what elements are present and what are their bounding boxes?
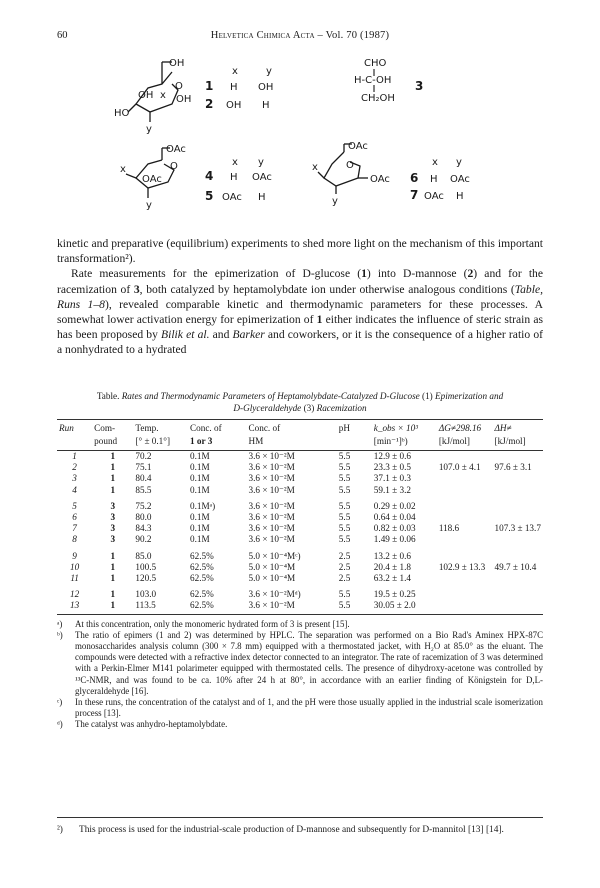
note-mark: ᵇ) (57, 629, 63, 640)
table-cell-conc: 0.1Mᵃ) (190, 500, 216, 511)
table-cell-conc: 0.1M (190, 523, 210, 534)
compound-number-1: 1 (205, 79, 214, 93)
table-cell-hm: 3.6 × 10⁻²M (248, 473, 295, 484)
p2-table-ref: Table, Runs 1–8 (57, 282, 543, 311)
oh-left-1: OH (138, 90, 154, 101)
note-mark: ᵃ) (57, 618, 63, 629)
table-cell-ph: 5.5 (338, 534, 351, 545)
col-compound: Com- (92, 420, 133, 436)
ring-o-1: O (175, 81, 183, 92)
p2-text-c: ) into D-mannose ( (366, 267, 468, 281)
rates-table-section (57, 390, 543, 731)
table-cell-ph: 5.5 (338, 500, 351, 511)
table-cell-temp: 90.2 (135, 534, 152, 545)
table-cell-ph: 5.5 (338, 451, 351, 461)
p2-text-e: ) and for the racemization of (57, 267, 543, 296)
table-cell-k: 30.05 ± 2.0 (372, 600, 437, 614)
table-cell-hm: 3.6 × 10⁻²M (248, 512, 295, 523)
y-1: y (146, 124, 152, 135)
table-cell-dg (437, 589, 493, 600)
table-cell-temp: 75.2 (135, 500, 152, 511)
col-x-12: x (232, 66, 238, 77)
p2-author-bilik: Bilik et al. (161, 328, 210, 342)
table-cell-k: 12.9 ± 0.6 (373, 451, 411, 461)
table-cell-temp: 113.5 (133, 600, 188, 614)
table-cell-ph: 5.5 (338, 512, 351, 523)
table-cell-k: 19.5 ± 0.25 (373, 589, 416, 600)
caption-compound-1: (1) (419, 391, 436, 401)
compound-number-2: 2 (205, 97, 214, 111)
table-cell-dh (493, 451, 543, 463)
p2-text-a: Rate measurements for the epimerization of D-glucose ( (71, 267, 362, 281)
table-cell-hm: 3.6 × 10⁻²M (248, 534, 295, 545)
table-cell-dh (493, 573, 543, 584)
table-note (57, 630, 543, 697)
table-cell-ph: 5.5 (337, 600, 372, 614)
table-cell-comp: 3 (110, 512, 116, 523)
table-cell-run: 10 (69, 561, 80, 572)
note-text: At this concentration, only the monomeric hydrated form of 3 is present [15]. (75, 618, 350, 629)
compound-number-3: 3 (415, 79, 424, 93)
table-cell-k: 1.49 ± 0.06 (373, 534, 416, 545)
paragraph-2 (57, 266, 543, 357)
y-value-7: H (456, 191, 464, 202)
table-cell-dh (493, 512, 543, 523)
running-header (0, 30, 600, 46)
table-cell-run: 8 (72, 534, 77, 545)
col-hm: Conc. of (247, 420, 337, 436)
x-value-4: H (230, 172, 238, 183)
table-cell-dh (493, 485, 543, 496)
table-row (57, 512, 543, 523)
note-mark: ᶜ) (57, 697, 63, 708)
table-row (57, 473, 543, 484)
table-cell-conc: 0.1M (190, 534, 210, 545)
col-x-67: x (432, 157, 438, 168)
note-text: In these runs, the concentration of the catalyst and of 1, and the pH were those usually applied in the industrial scale isomerization process [13]. (75, 697, 543, 719)
table-cell-temp: 103.0 (135, 589, 157, 600)
table-cell-hm: 5.0 × 10⁻⁴Mᶜ) (248, 550, 301, 561)
x-value-1: H (230, 82, 238, 93)
p2-text-m: and (209, 328, 233, 342)
page-number: 60 (57, 30, 68, 41)
table-cell-conc: 0.1M (190, 462, 210, 473)
table-cell-k: 13.2 ± 0.6 (373, 550, 411, 561)
table-cell-comp: 1 (110, 573, 116, 584)
table-cell-comp: 1 (110, 462, 116, 473)
table-cell-comp: 1 (110, 589, 116, 600)
x-value-2: OH (226, 100, 242, 111)
col-kobs-2: [min⁻¹]ᵇ) (372, 435, 437, 451)
table-cell-dh (493, 551, 543, 562)
table-cell-conc: 62.5% (190, 589, 214, 600)
table-cell-hm: 5.0 × 10⁻⁴M (248, 561, 296, 572)
table-cell-comp: 1 (110, 561, 116, 572)
col-dh: ΔH≠ (493, 420, 543, 436)
table-cell-conc: 62.5% (188, 600, 247, 614)
table-cell-k: 20.4 ± 1.8 (373, 561, 411, 572)
caption-compound-3: (3) (301, 403, 317, 413)
table-cell-temp: 70.2 (135, 451, 152, 461)
footnote-text: This process is used for the industrial-scale production of D-mannose and subsequently for D-mannitol [13] [14]. (79, 825, 504, 835)
col-dh-2: [kJ/mol] (493, 435, 543, 451)
compound-number-7: 7 (410, 188, 419, 202)
x-value-5: OAc (222, 192, 242, 203)
table-cell-dh: 49.7 ± 10.4 (494, 561, 537, 572)
x-4: x (120, 164, 126, 175)
col-conc-2: 1 or 3 (188, 435, 247, 451)
journal-volume: – Vol. 70 (1987) (314, 30, 390, 41)
p2-compound-3: 3 (133, 282, 140, 296)
table-cell-dg (437, 534, 493, 545)
compound-number-6: 6 (410, 171, 419, 185)
compound-number-4: 4 (205, 169, 214, 183)
table-cell-comp: 1 (110, 473, 116, 484)
table-cell-hm: 3.6 × 10⁻²Mᵈ) (248, 589, 301, 600)
ch2oh-label: CH₂OH (361, 93, 395, 104)
table-cell-dg (437, 485, 493, 496)
col-temp: Temp. (133, 420, 188, 436)
table-cell-k: 0.82 ± 0.03 (373, 523, 416, 534)
table-cell-dh (493, 589, 543, 600)
caption-title-a: Rates and Thermodynamic Parameters of Heptamolybdate-Catalyzed D-Glucose (121, 391, 420, 401)
table-note (57, 619, 543, 630)
table-cell-comp: 3 (110, 523, 116, 534)
note-text: The catalyst was anhydro-heptamolybdate. (75, 719, 228, 730)
journal-title: Helvetica Chimica Acta (210, 30, 315, 41)
oh-top-1: OH (169, 58, 185, 69)
table-cell-dh (493, 600, 543, 614)
y-value-2: H (262, 100, 270, 111)
p2-compound-1b: 1 (316, 313, 323, 327)
structure-scheme (0, 52, 600, 232)
oac-ring-4: OAc (142, 174, 162, 185)
table-row (57, 534, 543, 545)
table-cell-run: 7 (72, 523, 77, 534)
table-cell-ph: 5.5 (338, 473, 351, 484)
x-6: x (312, 162, 318, 173)
table-row (57, 523, 543, 534)
table-cell-dg: 118.6 (438, 523, 460, 534)
table-cell-ph: 5.5 (338, 523, 351, 534)
ho-1: HO (114, 108, 130, 119)
caption-title-c: D-Glyceraldehyde (233, 403, 302, 413)
table-cell-ph: 2.5 (338, 561, 351, 572)
col-compound-2: pound (92, 435, 133, 451)
oac-right-6: OAc (370, 174, 390, 185)
table-note (57, 719, 543, 730)
table-cell-hm: 3.6 × 10⁻²M (248, 484, 295, 495)
table-cell-dg (437, 501, 493, 512)
table-cell-hm: 3.6 × 10⁻²M (248, 462, 295, 473)
table-row (57, 451, 543, 463)
table-cell-dh (493, 501, 543, 512)
y-6: y (332, 196, 338, 207)
table-cell-run: 9 (72, 550, 77, 561)
table-cell-dg (437, 451, 493, 463)
oac-top-4: OAc (166, 144, 186, 155)
table-header-row-2 (57, 435, 543, 451)
y-value-6: OAc (450, 174, 470, 185)
table-cell-dg (437, 600, 493, 614)
col-dg: ΔG≠298.16 (437, 420, 493, 436)
ring-o-6: O (346, 160, 354, 171)
col-y-12: y (266, 66, 272, 77)
table-cell-ph: 5.5 (338, 484, 351, 495)
table-cell-run: 11 (70, 573, 79, 584)
paragraph-1: kinetic and preparative (equilibrium) experiments to shed more light on the mechanism of this important transformation²). (57, 237, 543, 266)
compound-number-5: 5 (205, 189, 214, 203)
table-cell-k: 23.3 ± 0.5 (373, 462, 411, 473)
x-value-6: H (430, 174, 438, 185)
table-cell-run: 1 (72, 451, 77, 461)
table-cell-dg (437, 573, 493, 584)
col-kobs: k_obs × 10³ (372, 420, 437, 436)
col-ph: pH (337, 420, 372, 436)
col-hm-2: HM (247, 435, 337, 451)
table-cell-conc: 0.1M (190, 451, 210, 461)
col-y-67: y (456, 157, 462, 168)
journal-header (0, 30, 600, 41)
table-cell-hm: 3.6 × 10⁻²M (248, 500, 295, 511)
p2-text-k: either indicates the influence of steric strain as has been proposed by (57, 313, 543, 342)
table-cell-dg: 102.9 ± 13.3 (438, 561, 486, 572)
caption-title-d: Racemization (316, 403, 367, 413)
table-cell-k: 63.2 ± 1.4 (373, 573, 411, 584)
table-cell-temp: 85.5 (135, 484, 152, 495)
col-temp-2: [° ± 0.1°] (133, 435, 188, 451)
p2-text-g: , both catalyzed by heptamolybdate ion under otherwise analogous conditions ( (139, 282, 515, 296)
table-cell-comp: 1 (110, 451, 116, 461)
table-cell-comp: 1 (110, 550, 116, 561)
footnote-2 (57, 824, 543, 836)
table-cell-dh (493, 473, 543, 484)
hcoh-label: H-C-OH (354, 75, 392, 86)
table-cell-run: 3 (72, 473, 77, 484)
table-cell-hm: 3.6 × 10⁻²M (248, 523, 295, 534)
table-row (57, 573, 543, 584)
note-text: The ratio of epimers (1 and 2) was determined by HPLC. The separation was performed on a Bio Rad's Aminex HPX-87C monosaccharides analysis column (300 × 7.8 mm) equipped with a thermostated jacket, with H₂O at 85.0° as the eluant. The compounds were detected with a refractive index detector connected to an integrator. The rate of racemization of 3 was determined with a Perkin-Elmer M141 polarimeter equipped with thermostated cells. The presence of dihydroxy-acetone was controlled by ¹³C-NMR, and was found to be ca. 10% after 24 h at 80°, in accordance with an earlier finding of Königstein for D,L-glyceraldehyde [16]. (75, 629, 543, 696)
table-cell-temp: 85.0 (135, 550, 152, 561)
table-cell-dg: 107.0 ± 4.1 (438, 462, 481, 473)
table-cell-k: 59.1 ± 3.2 (373, 484, 411, 495)
table-cell-comp: 3 (110, 500, 116, 511)
y-value-4: OAc (252, 172, 272, 183)
table-cell-conc: 0.1M (190, 484, 210, 495)
col-conc: Conc. of (188, 420, 247, 436)
table-cell-k: 0.64 ± 0.04 (373, 512, 416, 523)
oh-right-1: OH (176, 94, 192, 105)
pyranose-ring-4-5 (126, 148, 174, 198)
table-cell-ph: 5.5 (338, 589, 351, 600)
table-cell-ph: 2.5 (338, 550, 351, 561)
table-header-row-1 (57, 420, 543, 436)
table-cell-conc: 0.1M (190, 512, 210, 523)
table-caption (57, 390, 543, 414)
caption-label: Table. (96, 391, 122, 401)
table-cell-temp: 80.0 (135, 512, 152, 523)
table-cell-conc: 0.1M (190, 473, 210, 484)
oac-top-6: OAc (348, 141, 368, 152)
caption-title-b: Epimerization and (435, 391, 504, 401)
table-cell-hm: 3.6 × 10⁻²M (247, 600, 337, 614)
footnote-mark: ²) (57, 825, 63, 835)
table-row (57, 589, 543, 600)
p2-author-barker: Barker (232, 328, 265, 342)
table-cell-temp: 84.3 (135, 523, 152, 534)
table-row (57, 501, 543, 512)
table-note (57, 697, 543, 719)
table-cell-run: 4 (72, 484, 77, 495)
table-cell-ph: 5.5 (338, 462, 351, 473)
note-mark: ᵈ) (57, 719, 63, 730)
y-4: y (146, 200, 152, 211)
table-cell-dg (437, 551, 493, 562)
table-cell-hm: 3.6 × 10⁻²M (248, 451, 295, 461)
col-run: Run (57, 420, 92, 436)
y-value-1: OH (258, 82, 274, 93)
table-cell-ph: 2.5 (338, 573, 351, 584)
table-cell-comp: 1 (110, 484, 116, 495)
table-cell-temp: 120.5 (135, 573, 157, 584)
footnote-rule (57, 817, 543, 818)
table-cell-dh: 97.6 ± 3.1 (494, 462, 532, 473)
table-cell-temp: 100.5 (135, 561, 157, 572)
table-row (57, 600, 543, 614)
table-cell-run: 2 (72, 462, 77, 473)
table-row (57, 562, 543, 573)
table-cell-conc: 62.5% (190, 550, 214, 561)
table-cell-run: 12 (69, 589, 80, 600)
rates-table (57, 419, 543, 615)
col-dg-2: [kJ/mol] (437, 435, 493, 451)
table-cell-conc: 62.5% (190, 561, 214, 572)
table-cell-dg (437, 473, 493, 484)
table-cell-k: 37.1 ± 0.3 (373, 473, 411, 484)
p2-text-i: ), revealed comparable kinetic and thermodynamic parameters for these processes. A somewhat lower activation energy for epimerization of (57, 297, 543, 327)
table-cell-run: 6 (72, 512, 77, 523)
table-row (57, 551, 543, 562)
x-1: x (160, 90, 166, 101)
p2-text-o: and coworkers, or it is the consequence of a higher ratio of a nonhydrated to a hydrated (57, 328, 543, 357)
table-cell-dg (437, 512, 493, 523)
body-text (57, 236, 543, 358)
table-notes (57, 619, 543, 731)
col-x-45: x (232, 157, 238, 168)
table-cell-conc: 62.5% (190, 573, 214, 584)
ring-o-4: O (170, 161, 178, 172)
table-cell-temp: 80.4 (135, 473, 152, 484)
col-y-45: y (258, 157, 264, 168)
y-value-5: H (258, 192, 266, 203)
table-cell-run: 5 (72, 500, 77, 511)
x-value-7: OAc (424, 191, 444, 202)
table-row (57, 485, 543, 496)
table-cell-k: 0.29 ± 0.02 (373, 500, 416, 511)
table-cell-dh: 107.3 ± 13.7 (494, 523, 541, 534)
table-cell-dh (493, 534, 543, 545)
table-cell-comp: 1 (92, 600, 133, 614)
table-cell-run: 13 (57, 600, 92, 614)
cho-label: CHO (364, 58, 387, 69)
table-cell-hm: 5.0 × 10⁻⁴M (248, 573, 296, 584)
p2-compound-1: 1 (361, 267, 367, 281)
table-cell-comp: 3 (110, 534, 116, 545)
table-row (57, 462, 543, 473)
table-cell-temp: 75.1 (135, 462, 152, 473)
p2-compound-2: 2 (467, 267, 474, 281)
